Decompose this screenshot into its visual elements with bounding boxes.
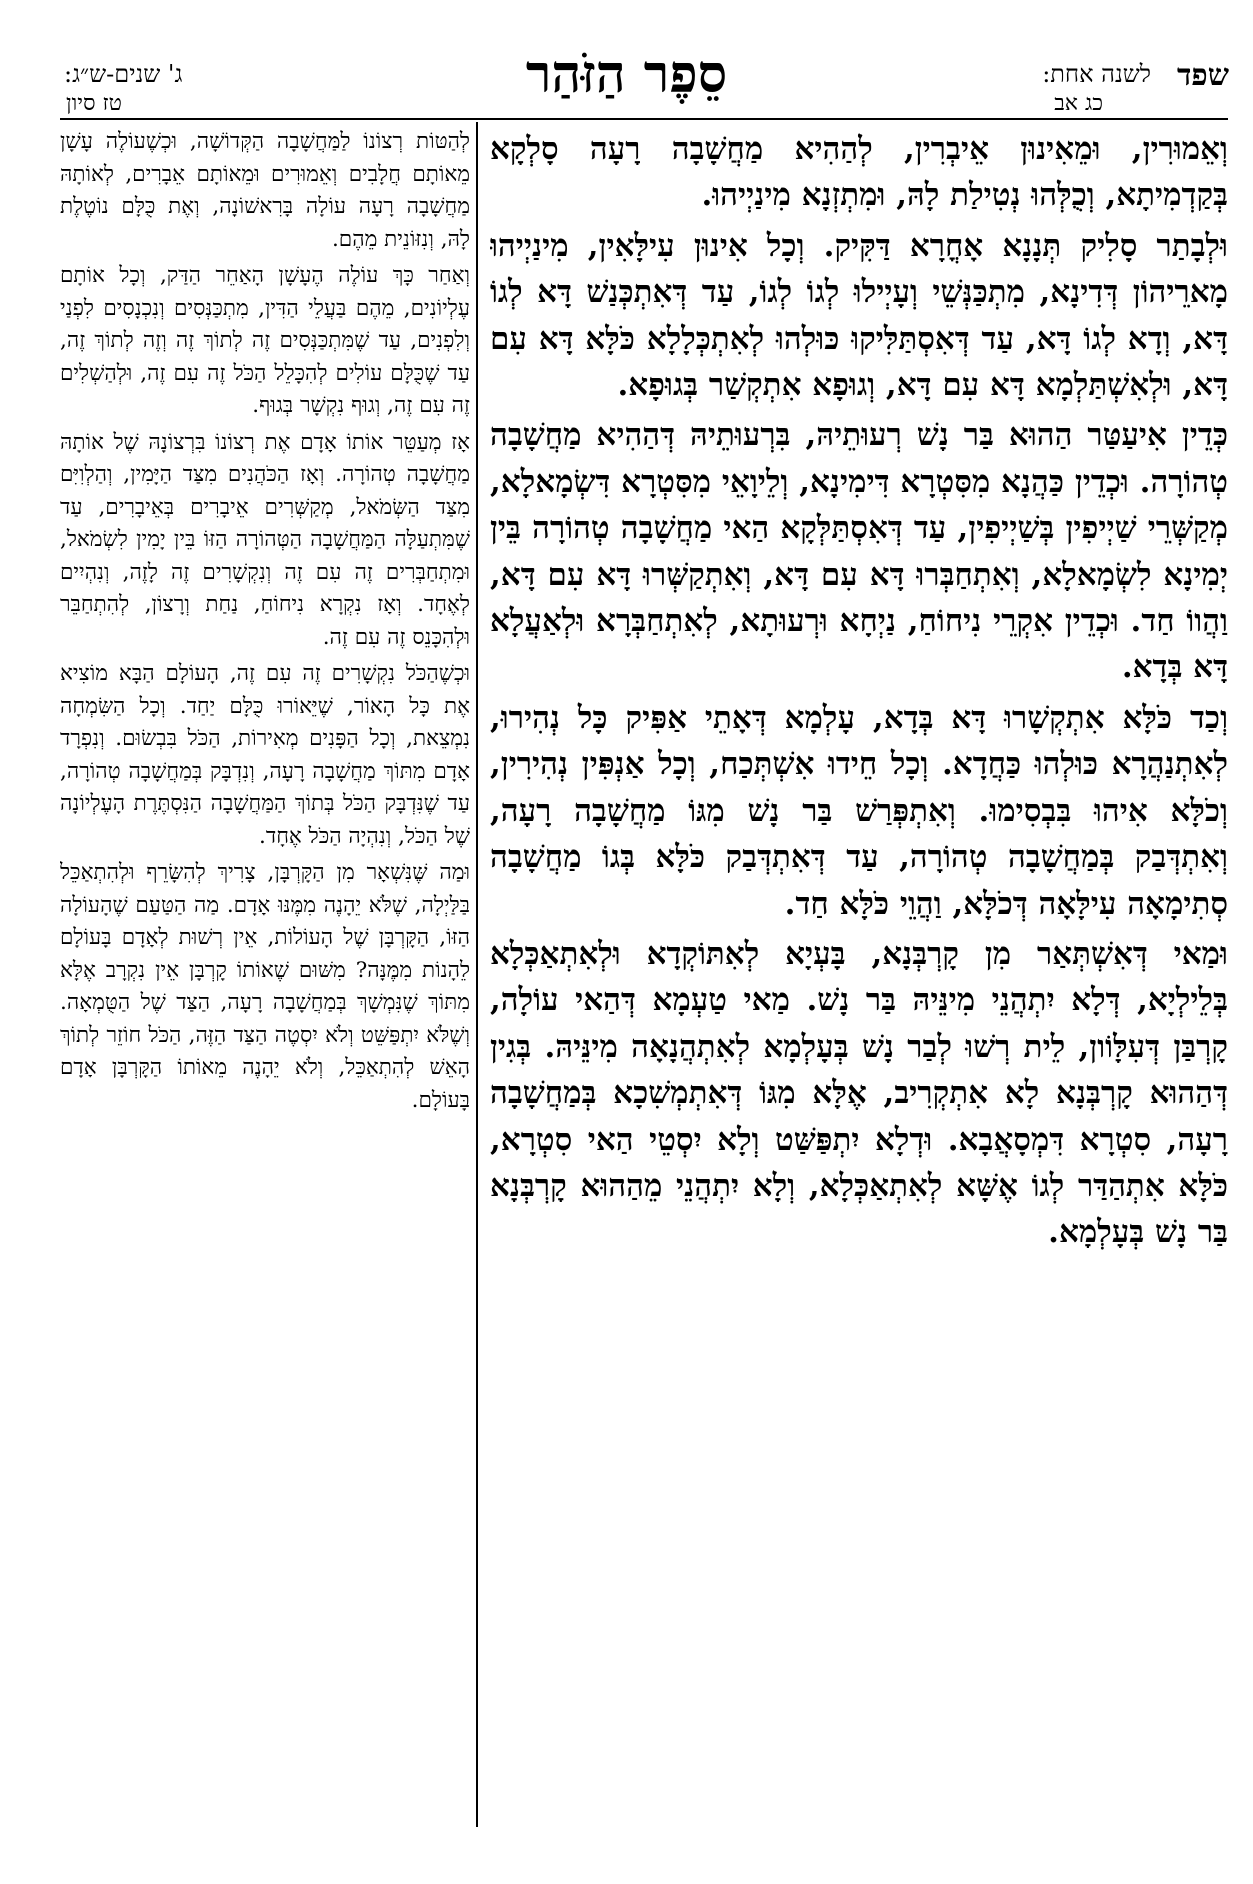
header-left-line2: טז סיון bbox=[66, 91, 122, 116]
header-left-line1: ג' שנים-ש״ג: bbox=[64, 60, 183, 88]
page-marker: שפד bbox=[1177, 58, 1229, 93]
main-paragraph: כְּדֵין אִיעַטַּר הַהוּא בַּר נָשׁ רְעוּתֵיהּ, בִּרְעוּתֵיהּ דְּהַהִיא מַחֲשָׁבָה טְהוֹרָה. וּכְדֵין כַּהֲנָא מִסִּטְרָא דִּימִינָא, וְלֵיוָאֵי מִסִּטְרָא דִּשְׂמָאלָא, מְקַשְּׁרֵי שַׁיְיפִין בְּשַׁיְיפִין, עַד דְּאִסְתַּלְּקָא הַאי מַחֲשָׁבָה טְהוֹרָה בֵּין יְמִינָא לִשְׂמָאלָא, וְאִתְחַבְּרוּ דָּא עִם דָּא, וְאִתְקַשְּׁרוּ דָּא עִם דָּא, וַהֲווֹ חַד. וּכְדֵין אִקְרֵי נִיחוֹחַ, נַיְחָא וּרְעוּתָא, לְאִתְחַבְּרָא וּלְאַעֲלָא דָּא בְּדָא. bbox=[490, 417, 1228, 686]
main-paragraph: וְאֵמוּרִין, וּמֵאִינוּן אֵיבְרִין, לְהַהִיא מַחֲשָׁבָה רָעָה סָלְקָא בְּקַדְמִיתָא, וְכֻלְּהוּ נְטִילַת לָהּ, וּמִתְזְנָא מִינַיְיהוּ. bbox=[490, 131, 1228, 214]
translation-paragraph: אָז מְעַטֵּר אוֹתוֹ אָדָם אֶת רְצוֹנוֹ בִּרְצוֹנָהּ שֶׁל אוֹתָהּ מַחֲשָׁבָה טְהוֹרָה. וְאָז הַכֹּהֲנִים מִצַּד הַיָּמִין, וְהַלְוִיִּם מִצַּד הַשְּׂמֹאל, מְקַשְּׁרִים אֵיבָרִים בְּאֵיבָרִים, עַד שֶׁמִּתְעַלָּה הַמַּחֲשָׁבָה הַטְּהוֹרָה הַזּוֹ בֵּין יָמִין לִשְׂמֹאל, וּמִתְחַבְּרִים זֶה עִם זֶה וְנִקְשָׁרִים זֶה לָזֶה, וְנִהְיִים לְאֶחָד. וְאָז נִקְרָא נִיחוֹחַ, נַחַת וְרָצוֹן, לְהִתְחַבֵּר וּלְהִכָּנֵס זֶה עִם זֶה. bbox=[60, 429, 470, 650]
column-divider bbox=[476, 122, 478, 1827]
translation-paragraph: וְאַחַר כָּךְ עוֹלֶה הֶעָשָׁן הָאַחֵר הַדַּק, וְכָל אוֹתָם עֶלְיוֹנִים, מֵהֶם בַּעֲלֵי הַדִּין, מִתְכַּנְּסִים וְנִכְנָסִים לִפְנַי וְלִפְנִים, עַד שֶׁמִּתְכַּנְּסִים זֶה לְתוֹךְ זֶה וְזֶה לְתוֹךְ זֶה, עַד שֶׁכֻּלָּם עוֹלִים לְהִכָּלֵל הַכֹּל זֶה עִם זֶה, וּלְהַשְׁלִים זֶה עִם זֶה, וְגוּף נִקְשָׁר בְּגוּף. bbox=[60, 263, 470, 418]
header-right-line2: כג אב bbox=[1054, 91, 1103, 116]
translation-paragraph: לְהַטּוֹת רְצוֹנוֹ לַמַּחֲשָׁבָה הַקְּדוֹשָׁה, וּכְשֶׁעוֹלֶה עָשָׁן מֵאוֹתָם חֲלָבִים וְאֵמוּרִים וּמֵאוֹתָם אֵבָרִים, לְאוֹתָהּ מַחֲשָׁבָה רָעָה עוֹלָה בָּרִאשׁוֹנָה, וְאֶת כֻּלָּם נוֹטֶלֶת לָהּ, וְנִזּוֹנֵית מֵהֶם. bbox=[60, 129, 470, 252]
main-paragraph: וּלְבָתַר סָלִיק תְּנָנָא אָחֳרָא דַּקִּיק. וְכָל אִינוּן עִילָּאִין, מִינַיְיהוּ מָארֵיהוֹן דְּדִינָא, מִתְכַּנְּשֵׁי וְעָיְילוּ לְגוֹ לְגוֹ, עַד דְּאִתְכְּנַשׁ דָּא לְגוֹ דָּא, וְדָא לְגוֹ דָּא, עַד דְּאִסְתַּלִּיקוּ כּוּלְהוּ לְאִתְכְּלָלָא כֹּלָּא דָּא עִם דָּא, וּלְאִשְׁתַּלְמָא דָּא עִם דָּא, וְגוּפָא אִתְקְשַׁר בְּגוּפָא. bbox=[490, 227, 1228, 404]
translation-column bbox=[60, 126, 470, 1866]
translation-paragraph: וּכְשֶׁהַכֹּל נִקְשָׁרִים זֶה עִם זֶה, הָעוֹלָם הַבָּא מוֹצִיא אֶת כָּל הָאוֹר, שֶׁיֵּאוֹרוּ כֻּלָּם יַחַד. וְכָל הַשִּׂמְחָה נִמְצֵאת, וְכָל הַפָּנִים מְאִירוֹת, הַכֹּל בִּבְשׂוּם. וְנִפְרָד אָדָם מִתּוֹךְ מַחֲשָׁבָה רָעָה, וְנִדְבָּק בְּמַחֲשָׁבָה טְהוֹרָה, עַד שֶׁנִּדְבָּק הַכֹּל בְּתוֹךְ הַמַּחֲשָׁבָה הַנִּסְתֶּרֶת הָעֶלְיוֹנָה שֶׁל הַכֹּל, וְנִהְיָה הַכֹּל אֶחָד. bbox=[60, 661, 470, 849]
main-paragraph: וְכַד כֹּלָּא אִתְקְשָׁרוּ דָּא בְּדָא, עָלְמָא דְּאָתֵי אַפִּיק כָּל נְהִירוּ, לְאִתְנַהֲרָא כּוּלְהוּ כַּחֲדָא. וְכָל חֵידוּ אִשְׁתְּכַח, וְכָל אַנְפִּין נְהִירִין, וְכֹלָּא אִיהוּ בִּבְסִימוּ. וְאִתְפְּרַשׁ בַּר נָשׁ מִגּוֹ מַחֲשָׁבָה רָעָה, וְאִתְדְּבַק בְּמַחֲשָׁבָה טְהוֹרָה, עַד דְּאִתְדְּבַק כֹּלָּא בְּגוֹ מַחֲשָׁבָה סְתִימָאָה עִילָּאָה דְּכֹלָּא, וַהֲוֵי כֹּלָּא חַד. bbox=[490, 699, 1228, 922]
header-rule bbox=[60, 118, 1228, 120]
translation-paragraph: וּמַה שֶּׁנִּשְׁאָר מִן הַקָּרְבָּן, צָרִיךְ לְהִשָּׂרֵף וּלְהִתְאַכֵּל בַּלַּיְלָה, שֶׁלֹּא יֵהָנֶה מִמֶּנּוּ אָדָם. מַה הַטַּעַם שֶׁהָעוֹלָה הַזּוֹ, הַקָּרְבָּן שֶׁל הָעוֹלוֹת, אֵין רְשׁוּת לְאָדָם בָּעוֹלָם לֵהָנוֹת מִמֶּנָּה? מִשּׁוּם שֶׁאוֹתוֹ קָרְבָּן אֵין נִקְרָב אֶלָּא מִתּוֹךְ שֶׁנִּמְשָׁךְ בְּמַחֲשָׁבָה רָעָה, הַצַּד שֶׁל הַטֻּמְאָה. וְשֶׁלֹּא יִתְפַּשֵּׁט וְלֹא יִסְטֶה הַצַּד הַזֶּה, הַכֹּל חוֹזֵר לְתוֹךְ הָאֵשׁ לְהִתְאַכֵּל, וְלֹא יֵהָנֶה מֵאוֹתוֹ הַקָּרְבָּן אָדָם בָּעוֹלָם. bbox=[60, 860, 470, 1113]
main-paragraph: וּמַאי דְּאִשְׁתְּאַר מִן קָרְבְּנָא, בָּעְיָא לְאִתּוֹקְדָא וּלְאִתְאַכְּלָא בְּלֵילְיָא, דְּלָא יִתְהֲנֵי מִינֵּיהּ בַּר נָשׁ. מַאי טַעְמָא דְּהַאי עוֹלָה, קָרְבַּן דְּעִלָּוֹון, לֵית רְשׁוּ לְבַר נָשׁ בְּעָלְמָא לְאִתְהֲנָאָה מִינֵּיהּ. בְּגִין דְּהַהוּא קָרְבְּנָא לָא אִתְקְרִיב, אֶלָּא מִגּוֹ דְּאִתְמְשִׁכָא בְּמַחֲשָׁבָה רָעָה, סִטְרָא דִּמְסָאֲבָא. וּדְלָא יִתְפַּשַּׁט וְלָא יִסְטֵי הַאי סִטְרָא, כֹּלָּא אִתְהַדַּר לְגוֹ אֶשָּׁא לְאִתְאַכְּלָא, וְלָא יִתְהֲנֵי מֵהַהוּא קָרְבְּנָא בַּר נָשׁ בְּעָלְמָא. bbox=[490, 935, 1228, 1251]
header-right-line1: לשנה אחת: bbox=[1042, 60, 1151, 88]
main-text-column bbox=[490, 126, 1228, 1866]
book-title: סֵפֶר הַזֹּהַר bbox=[525, 44, 728, 105]
